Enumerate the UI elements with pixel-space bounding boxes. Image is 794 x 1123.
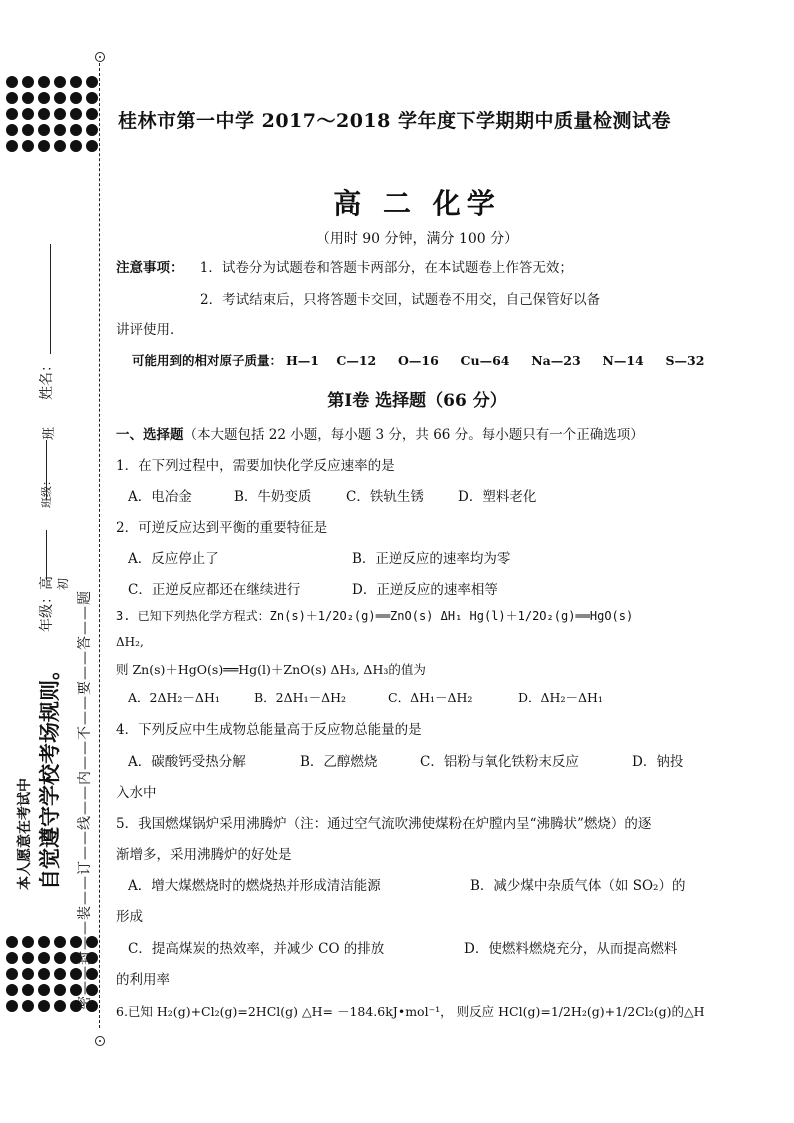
class-label: 班 (42, 426, 57, 440)
exam-school-title: 桂林市第一中学 2017～2018 学年度下学期期中质量检测试卷 (118, 110, 671, 132)
notice-item-2: 2．考试结束后，只将答题卡交回，试题卷不用交，自己保管好以备 (200, 292, 601, 308)
rules-pledge-line2: 自觉遵守学校考场规则。 (37, 659, 62, 890)
q5-option-d-cont: 的利用率 (116, 972, 170, 988)
binding-dot (86, 76, 98, 88)
binding-dot (6, 92, 18, 104)
binding-dot (22, 140, 34, 152)
q1-option-b: B．牛奶变质 (234, 489, 312, 505)
q1-option-c: C．铁轨生锈 (346, 489, 424, 505)
q3-stem: 3. 已知下列热化学方程式：Zn(s)＋1/2O₂(g)══ZnO(s) ΔH₁ Hg(l)＋1/2O₂(g)══HgO(s) (116, 609, 634, 623)
q1-option-a: A．电冶金 (128, 489, 192, 505)
q4-option-d-cont: 入水中 (116, 785, 157, 801)
notice-item-1: 1．试卷分为试题卷和答题卡两部分，在本试题卷上作答无效； (199, 260, 573, 276)
q2-option-a: A．反应停止了 (128, 551, 219, 567)
q3-stem-question: 则 Zn(s)＋HgO(s)══Hg(l)＋ZnO(s) ΔH₃, ΔH₃的值为 (116, 662, 426, 677)
grade-field-line (46, 530, 47, 580)
binding-dot (86, 92, 98, 104)
binding-dot (54, 92, 66, 104)
binding-dot (6, 936, 18, 948)
atomic-mass-values: H—1 C—12 O—16 Cu—64 Na—23 N—14 S—32 (286, 353, 705, 368)
binding-dot (54, 952, 66, 964)
binding-dot (54, 936, 66, 948)
binding-dot (38, 984, 50, 996)
q4-option-d: D．钠投 (632, 754, 684, 770)
q4-stem: 4．下列反应中生成物总能量高于反应物总能量的是 (116, 722, 422, 738)
binding-dot (22, 952, 34, 964)
binding-dot (38, 108, 50, 120)
binding-dot (6, 968, 18, 980)
class-unit-label: 班级： (40, 475, 53, 508)
q3-stem-cont: ΔH₂, (116, 635, 144, 649)
binding-dot-pattern-top (6, 76, 99, 153)
binding-dot (54, 76, 66, 88)
binding-dot (6, 108, 18, 120)
binding-dot (6, 140, 18, 152)
binding-dot (6, 76, 18, 88)
q4-option-b: B．乙醇燃烧 (300, 754, 378, 770)
binding-dot (6, 124, 18, 136)
atomic-mass-label: 可能用到的相对原子质量： (132, 353, 283, 368)
class-field-line (46, 440, 47, 500)
q5-option-c: C．提高煤炭的热效率，并减少 CO 的排放 (128, 941, 385, 957)
q5-option-d: D．使燃料燃烧充分，从而提高燃料 (464, 941, 678, 957)
binding-dot (54, 968, 66, 980)
q3-option-d: D．ΔH₂－ΔH₁ (518, 690, 603, 705)
q3-option-a: A．2ΔH₂－ΔH₁ (128, 690, 220, 705)
q5-stem-cont: 渐增多，采用沸腾炉的好处是 (116, 847, 292, 863)
binding-hole-bottom-icon (95, 1036, 105, 1046)
binding-dot (70, 76, 82, 88)
exam-time-info: （用时 90 分钟，满分 100 分） (315, 231, 519, 247)
q5-option-a: A．增大煤燃烧时的燃烧热并形成清洁能源 (128, 878, 381, 894)
grade-label: 年级：高 (39, 576, 55, 632)
part-description: （本大题包括 22 小题，每小题 3 分，共 66 分。每小题只有一个正确选项） (183, 427, 644, 443)
binding-dot (22, 1000, 34, 1012)
binding-dot (38, 952, 50, 964)
binding-dot (70, 140, 82, 152)
binding-dot (54, 124, 66, 136)
notice-label: 注意事项： (116, 260, 184, 276)
binding-dot (70, 124, 82, 136)
binding-dot (38, 968, 50, 980)
seal-line-text: 密——封——装——订——线——内——不——要——答——题 (77, 590, 93, 1010)
rules-pledge-line1: 本人愿意在考试中 (17, 778, 33, 890)
binding-dot (38, 936, 50, 948)
binding-dot (70, 92, 82, 104)
binding-dot (38, 76, 50, 88)
binding-dot (6, 952, 18, 964)
binding-dot (6, 1000, 18, 1012)
part-label: 一、选择题 (116, 427, 184, 443)
q1-option-d: D．塑料老化 (458, 489, 537, 505)
name-label: 姓名： (39, 358, 55, 400)
q2-stem: 2．可逆反应达到平衡的重要特征是 (116, 520, 328, 536)
binding-dot (22, 984, 34, 996)
grade-unit: 初 (56, 577, 70, 590)
binding-dot (22, 76, 34, 88)
binding-dot (54, 1000, 66, 1012)
binding-dot (86, 108, 98, 120)
binding-dot (86, 124, 98, 136)
q4-option-a: A．碳酸钙受热分解 (128, 754, 246, 770)
binding-dot (22, 936, 34, 948)
binding-hole-top-icon (95, 52, 105, 62)
name-field-line (50, 244, 51, 354)
q2-option-b: B．正逆反应的速率均为零 (352, 551, 511, 567)
binding-dot (6, 984, 18, 996)
binding-dot (54, 108, 66, 120)
binding-dot (22, 92, 34, 104)
q1-stem: 1．在下列过程中，需要加快化学反应速率的是 (116, 458, 395, 474)
binding-dot (38, 140, 50, 152)
binding-dot (38, 92, 50, 104)
binding-dot (22, 108, 34, 120)
binding-dot (86, 140, 98, 152)
q3-option-b: B．2ΔH₁－ΔH₂ (254, 690, 347, 705)
binding-dot (38, 124, 50, 136)
q5-stem: 5．我国燃煤锅炉采用沸腾炉（注：通过空气流吹沸使煤粉在炉膛内呈“沸腾状”燃烧）的逐 (116, 816, 652, 832)
binding-dot (22, 968, 34, 980)
binding-dot (38, 1000, 50, 1012)
binding-dot (54, 140, 66, 152)
q4-option-c: C．铝粉与氧化铁粉末反应 (420, 754, 579, 770)
q5-option-b: B．减少煤中杂质气体（如 SO₂）的 (470, 878, 686, 894)
section-title: 第Ⅰ卷 选择题（66 分） (327, 391, 507, 411)
notice-item-2-cont: 讲评使用． (116, 322, 184, 338)
exam-subject-title: 高 二 化学 (333, 187, 501, 220)
q3-option-c: C．ΔH₁－ΔH₂ (388, 690, 473, 705)
binding-dot (54, 984, 66, 996)
q2-option-d: D．正逆反应的速率相等 (352, 582, 498, 598)
binding-dot (22, 124, 34, 136)
q2-option-c: C．正逆反应都还在继续进行 (128, 582, 301, 598)
q6-stem: 6.已知 H₂(g)+Cl₂(g)=2HCl(g) △H= －184.6kJ•mol⁻¹， 则反应 HCl(g)=1/2H₂(g)+1/2Cl₂(g)的△H (116, 1004, 705, 1019)
q5-option-b-cont: 形成 (116, 909, 143, 925)
binding-dot (70, 108, 82, 120)
